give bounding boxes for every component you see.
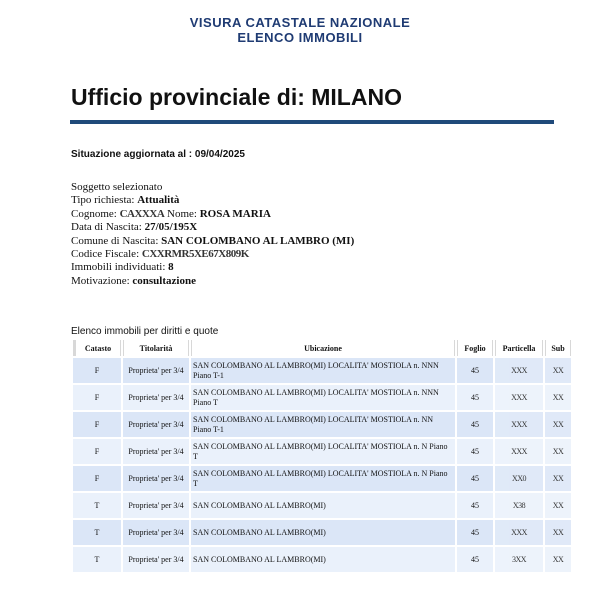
cell-titolarita: Proprieta' per 3/4 [123, 385, 189, 410]
cell-ubicazione: SAN COLOMBANO AL LAMBRO(MI) LOCALITA' MOSTIOLA n. NN Piano T-1 [191, 412, 455, 437]
cell-sub: XX [545, 520, 571, 545]
col-header-ubicazione: Ubicazione [191, 340, 455, 356]
title-divider [70, 120, 554, 124]
properties-table [71, 338, 573, 574]
col-header-particella: Particella [495, 340, 543, 356]
cell-titolarita: Proprieta' per 3/4 [123, 466, 189, 491]
table-caption: Elenco immobili per diritti e quote [71, 326, 219, 337]
birth-town-label: Comune di Nascita: [71, 234, 159, 247]
table-row [73, 358, 571, 383]
cell-titolarita: Proprieta' per 3/4 [123, 439, 189, 464]
cell-particella: XX0 [495, 466, 543, 491]
document-header-subtitle: ELENCO IMMOBILI [237, 30, 363, 45]
first-name-value: ROSA MARIA [199, 207, 271, 220]
properties-count-label: Immobili individuati: [71, 261, 166, 274]
cell-catasto: F [73, 412, 121, 437]
cell-sub: XX [545, 493, 571, 518]
birth-date-value: 27/05/195X [144, 221, 198, 234]
cell-titolarita: Proprieta' per 3/4 [123, 520, 189, 545]
table-row [73, 466, 571, 491]
cell-sub: XX [545, 547, 571, 572]
cell-catasto: F [73, 466, 121, 491]
name-row [71, 208, 354, 221]
tax-code-value: CXXRMR5XE67X809K [141, 248, 249, 261]
cell-foglio: 45 [457, 385, 493, 410]
cell-foglio: 45 [457, 520, 493, 545]
table-row [73, 439, 571, 464]
document-header-title: VISURA CATASTALE NAZIONALE [189, 15, 411, 30]
col-header-titolarita: Titolarità [123, 340, 189, 356]
cell-ubicazione: SAN COLOMBANO AL LAMBRO(MI) [191, 493, 455, 518]
cell-foglio: 45 [457, 412, 493, 437]
cell-catasto: T [73, 547, 121, 572]
properties-count-row [71, 261, 354, 274]
subject-details [71, 181, 354, 288]
table-row [73, 412, 571, 437]
cell-particella: X38 [495, 493, 543, 518]
col-header-sub: Sub [545, 340, 571, 356]
subject-heading: Soggetto selezionato [71, 181, 163, 193]
cell-ubicazione: SAN COLOMBANO AL LAMBRO(MI) [191, 520, 455, 545]
cell-particella: XXX [495, 358, 543, 383]
properties-count-value: 8 [168, 261, 174, 274]
tax-code-label: Codice Fiscale: [71, 248, 140, 261]
col-header-foglio: Foglio [457, 340, 493, 356]
request-type-row [71, 194, 354, 207]
cell-catasto: F [73, 385, 121, 410]
table-row [73, 520, 571, 545]
cell-titolarita: Proprieta' per 3/4 [123, 493, 189, 518]
surname-label: Cognome: [71, 207, 117, 220]
cell-sub: XX [545, 358, 571, 383]
cell-sub: XX [545, 412, 571, 437]
cell-foglio: 45 [457, 493, 493, 518]
surname-value: CAXXXA [119, 207, 165, 220]
cell-ubicazione: SAN COLOMBANO AL LAMBRO(MI) LOCALITA' MOSTIOLA n. NNN Piano T-1 [191, 358, 455, 383]
cell-foglio: 45 [457, 439, 493, 464]
cell-titolarita: Proprieta' per 3/4 [123, 412, 189, 437]
update-date: Situazione aggiornata al : 09/04/2025 [71, 149, 245, 160]
table-row [73, 385, 571, 410]
cell-catasto: F [73, 358, 121, 383]
cell-catasto: T [73, 520, 121, 545]
cell-titolarita: Proprieta' per 3/4 [123, 547, 189, 572]
birth-town-row [71, 235, 354, 248]
tax-code-row [71, 248, 354, 261]
cell-foglio: 45 [457, 547, 493, 572]
cell-foglio: 45 [457, 466, 493, 491]
reason-value: consultazione [132, 274, 196, 287]
request-type-value: Attualità [137, 194, 180, 207]
cell-foglio: 45 [457, 358, 493, 383]
birth-date-row [71, 221, 354, 234]
cell-sub: XX [545, 466, 571, 491]
table-row [73, 547, 571, 572]
birth-town-value: SAN COLOMBANO AL LAMBRO (MI) [161, 234, 355, 247]
table-header-row [73, 340, 571, 356]
col-header-catasto: Catasto [73, 340, 121, 356]
table-row [73, 493, 571, 518]
cell-particella: 3XX [495, 547, 543, 572]
cell-ubicazione: SAN COLOMBANO AL LAMBRO(MI) [191, 547, 455, 572]
birth-date-label: Data di Nascita: [71, 221, 142, 234]
cell-ubicazione: SAN COLOMBANO AL LAMBRO(MI) LOCALITA' MOSTIOLA n. NNN Piano T [191, 385, 455, 410]
cell-particella: XXX [495, 412, 543, 437]
page-title: Ufficio provinciale di: MILANO [71, 84, 402, 110]
cell-sub: XX [545, 385, 571, 410]
cell-sub: XX [545, 439, 571, 464]
cell-ubicazione: SAN COLOMBANO AL LAMBRO(MI) LOCALITA' MOSTIOLA n. N Piano T [191, 466, 455, 491]
cell-catasto: F [73, 439, 121, 464]
cell-particella: XXX [495, 385, 543, 410]
request-type-label: Tipo richiesta: [71, 194, 135, 207]
cell-ubicazione: SAN COLOMBANO AL LAMBRO(MI) LOCALITA' MOSTIOLA n. N Piano T [191, 439, 455, 464]
cell-particella: XXX [495, 439, 543, 464]
cell-catasto: T [73, 493, 121, 518]
first-name-label: Nome: [167, 207, 197, 220]
reason-row [71, 275, 354, 288]
cell-particella: XXX [495, 520, 543, 545]
reason-label: Motivazione: [71, 274, 130, 287]
cell-titolarita: Proprieta' per 3/4 [123, 358, 189, 383]
